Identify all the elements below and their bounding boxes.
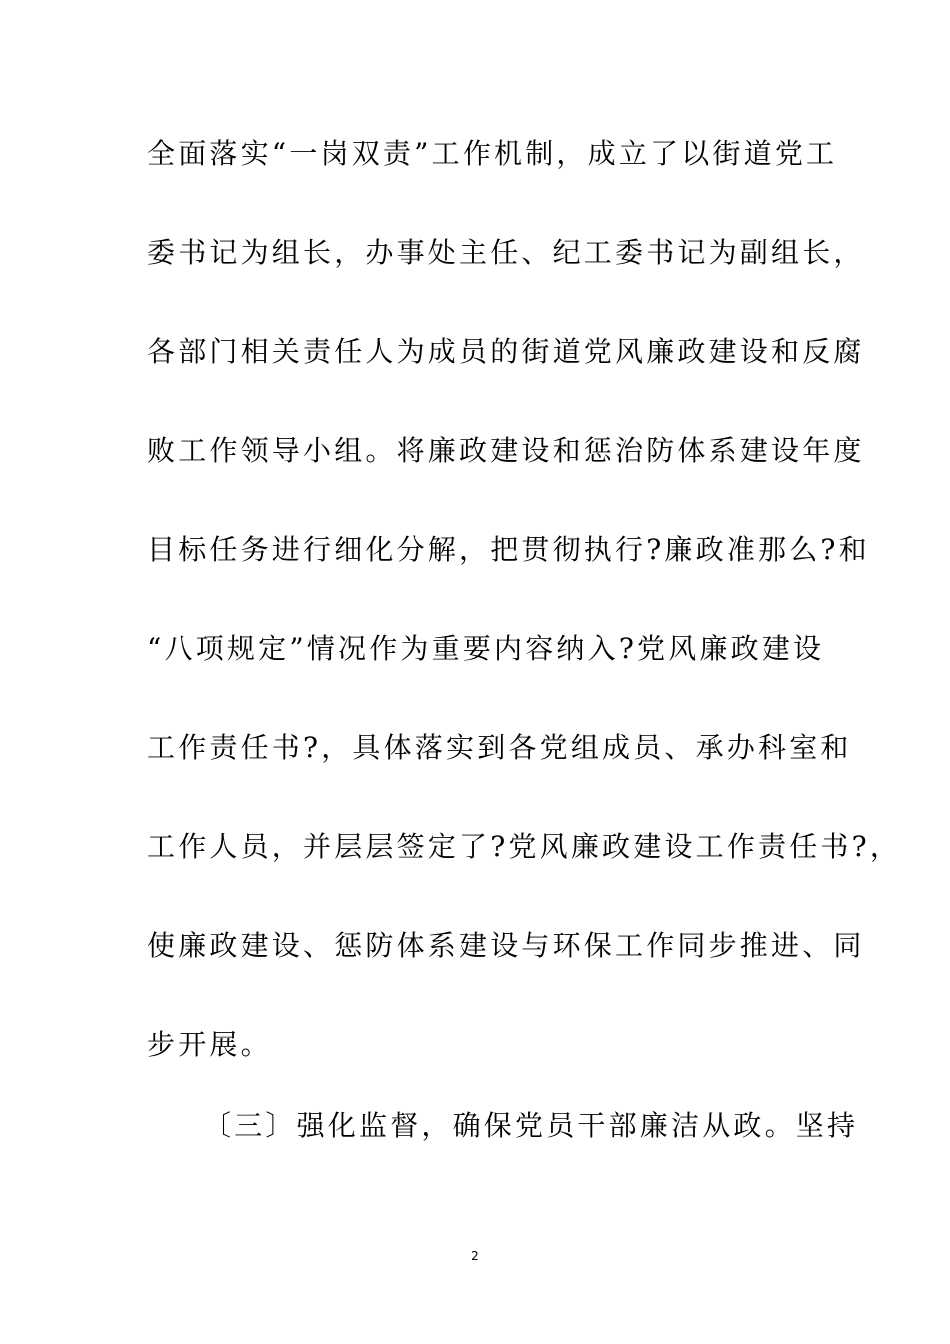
page-number: 2 [471, 1249, 479, 1263]
body-text-line-10: 步开展。 [147, 1028, 272, 1061]
body-text-line-6: “八项规定”情况作为重要内容纳入?党风廉政建设 [147, 632, 825, 665]
body-text-line-2: 委书记为组长，办事处主任、纪工委书记为副组长， [147, 236, 865, 269]
body-text-line-4: 败工作领导小组。将廉政建设和惩治防体系建设年度 [147, 434, 865, 467]
body-text-line-9: 使廉政建设、惩防体系建设与环保工作同步推进、同 [147, 929, 865, 962]
section-heading-line: 〔三〕强化监督，确保党员干部廉洁从政。坚持 [203, 1109, 859, 1142]
body-text-line-8: 工作人员，并层层签定了?党风廉政建设工作责任书?， [147, 830, 902, 863]
body-text-line-7: 工作责任书?，具体落实到各党组成员、承办科室和 [147, 731, 852, 764]
body-text-line-3: 各部门相关责任人为成员的街道党风廉政建设和反腐 [147, 335, 865, 368]
body-text-line-1: 全面落实“一岗双责”工作机制，成立了以街道党工 [147, 137, 838, 170]
body-text-line-5: 目标任务进行细化分解，把贯彻执行?廉政准那么?和 [147, 533, 870, 566]
